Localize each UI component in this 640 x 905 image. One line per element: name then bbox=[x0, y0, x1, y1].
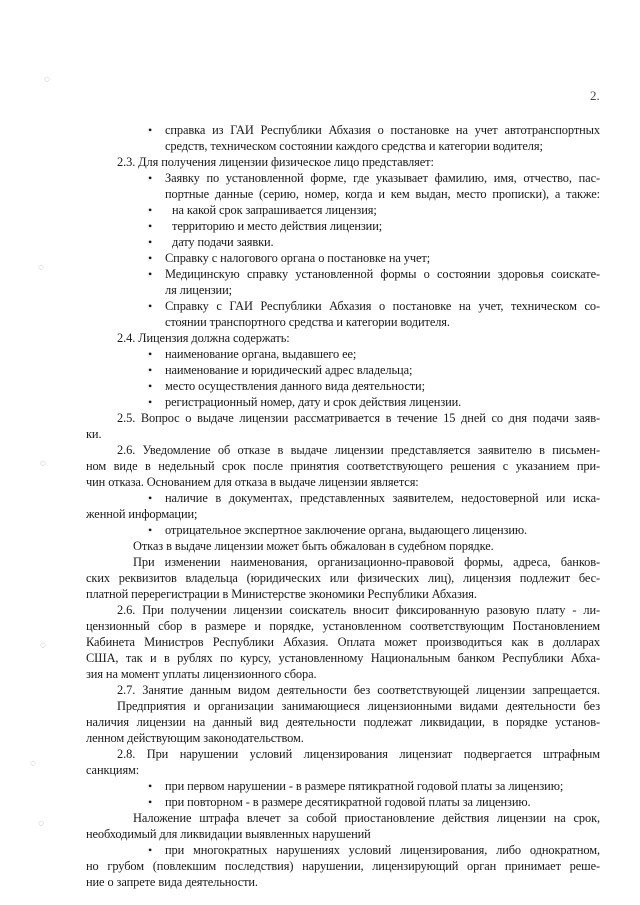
text-line: зия на момент уплаты лицензионного сбора. bbox=[86, 667, 317, 681]
text-line: Кабинета Министров Республики Абхазия. Оплата может производиться как в долларах bbox=[86, 635, 600, 649]
text-line: место осуществления данного вида деятельности; bbox=[165, 379, 425, 393]
text-line: 2.3. Для получения лицензии физическое лицо представляет: bbox=[117, 155, 434, 169]
text-line: ки. bbox=[86, 427, 102, 441]
text-line: на какой срок запрашивается лицензия; bbox=[172, 203, 377, 217]
text-line: 2.4. Лицензия должна содержать: bbox=[117, 331, 290, 345]
text-line: ние о запрете вида деятельности. bbox=[86, 875, 258, 889]
bullet-icon: • bbox=[148, 795, 153, 809]
bullet-icon: • bbox=[148, 363, 153, 377]
text-line: Справку с налогового органа о постановке на учет; bbox=[165, 251, 431, 265]
text-line: цензионный сбор в размере и порядке, установленном соответствующим Постановлением bbox=[86, 619, 600, 633]
scan-speck-mark: ◌ bbox=[38, 262, 44, 273]
text-line: регистрационный номер, дату и срок действия лицензии. bbox=[165, 395, 462, 409]
text-line: отрицательное экспертное заключение органа, выдающего лицензию. bbox=[165, 523, 528, 537]
text-line: дату подачи заявки. bbox=[172, 235, 274, 249]
bullet-icon: • bbox=[148, 203, 153, 217]
bullet-icon: • bbox=[148, 843, 153, 857]
text-line: при первом нарушении - в размере пятикратной годовой платы за лицензию; bbox=[165, 779, 564, 793]
bullet-icon: • bbox=[148, 123, 153, 137]
scan-speck-mark: ◌ bbox=[40, 640, 46, 651]
text-line: наличие в документах, представленных заявителем, недостоверной или иска- bbox=[165, 491, 600, 505]
text-line: При изменении наименования, организационно-правовой формы, адреса, банков- bbox=[133, 555, 600, 569]
text-line: чин отказа. Основанием для отказа в выдаче лицензии является: bbox=[86, 475, 419, 489]
bullet-icon: • bbox=[148, 235, 153, 249]
scan-speck-mark: ◌ bbox=[44, 74, 50, 85]
bullet-icon: • bbox=[148, 395, 153, 409]
text-line: но грубом (повлекшим последствия) нарушении, лицензирующий орган принимает реше- bbox=[86, 859, 600, 873]
text-line: Предприятия и организации занимающиеся лицензионными видами деятельности без bbox=[117, 699, 600, 713]
bullet-icon: • bbox=[148, 379, 153, 393]
bullet-icon: • bbox=[148, 523, 153, 537]
bullet-icon: • bbox=[148, 299, 153, 313]
bullet-icon: • bbox=[148, 251, 153, 265]
text-line: при повторном - в размере десятикратной годовой платы за лицензию. bbox=[165, 795, 531, 809]
text-line: платной перерегистрации в Министерстве экономики Республики Абхазия. bbox=[86, 587, 477, 601]
text-line: портные данные (серию, номер, когда и кем выдан, место прописки), а также: bbox=[165, 187, 600, 201]
text-line: наличия лицензии на данный вид деятельности подлежат ликвидации, в порядке установ- bbox=[86, 715, 600, 729]
text-line: средств, техническом состоянии каждого средства и категории водителя; bbox=[165, 139, 543, 153]
text-line: ленном действующим законодательством. bbox=[86, 731, 304, 745]
text-line: Медицинскую справку установленной формы о состоянии здоровья соискате- bbox=[165, 267, 600, 281]
text-line: ном виде в недельный срок после принятия соответствующего решения с указанием при- bbox=[86, 459, 600, 473]
text-line: территорию и место действия лицензии; bbox=[172, 219, 383, 233]
scan-speck-mark: ◌ bbox=[38, 818, 44, 829]
page-number: 2. bbox=[590, 88, 600, 103]
scan-speck-mark: ◌ bbox=[40, 458, 46, 469]
text-line: 2.6. При получении лицензии соискатель вносит фиксированную разовую плату - ли- bbox=[117, 603, 600, 617]
text-line: 2.7. Занятие данным видом деятельности без соответствующей лицензии запрещается. bbox=[117, 683, 600, 697]
text-line: справка из ГАИ Республики Абхазия о постановке на учет автотранспортных bbox=[165, 123, 600, 137]
bullet-icon: • bbox=[148, 219, 153, 233]
text-line: при многократных нарушениях условий лицензирования, либо однократном, bbox=[165, 843, 600, 857]
text-line: 2.5. Вопрос о выдаче лицензии рассматривается в течение 15 дней со дня подачи заяв- bbox=[117, 411, 600, 425]
bullet-icon: • bbox=[148, 267, 153, 281]
text-line: женной информации; bbox=[86, 507, 198, 521]
text-line: 2.8. При нарушении условий лицензирования лицензиат подвергается штрафным bbox=[117, 747, 600, 761]
text-line: США, так и в рублях по курсу, установленному Национальным банком Республики Абха- bbox=[86, 651, 600, 665]
text-line: ских реквизитов владельца (юридических или физических лиц), лицензия подлежит бес- bbox=[86, 571, 600, 585]
bullet-icon: • bbox=[148, 171, 153, 185]
bullet-icon: • bbox=[148, 491, 153, 505]
scan-speck-mark: ◌ bbox=[30, 758, 36, 769]
text-line: Заявку по установленной форме, где указывает фамилию, имя, отчество, пас- bbox=[165, 171, 600, 185]
text-line: наименование и юридический адрес владельца; bbox=[165, 363, 413, 377]
text-line: Наложение штрафа влечет за собой приостановление действия лицензии на срок, bbox=[133, 811, 600, 825]
text-line: Отказ в выдаче лицензии может быть обжалован в судебном порядке. bbox=[133, 539, 494, 553]
text-line: 2.6. Уведомление об отказе в выдаче лицензии представляется заявителю в письмен- bbox=[117, 443, 600, 457]
text-line: Справку с ГАИ Республики Абхазия о постановке на учет, техническом со- bbox=[165, 299, 600, 313]
text-line: наименование органа, выдавшего ее; bbox=[165, 347, 357, 361]
text-line: ля лицензии; bbox=[165, 283, 232, 297]
text-line: санкциям: bbox=[86, 763, 140, 777]
text-line: необходимый для ликвидации выявленных нарушений bbox=[86, 827, 371, 841]
bullet-icon: • bbox=[148, 779, 153, 793]
bullet-icon: • bbox=[148, 347, 153, 361]
text-line: стоянии транспортного средства и категории водителя. bbox=[165, 315, 450, 329]
